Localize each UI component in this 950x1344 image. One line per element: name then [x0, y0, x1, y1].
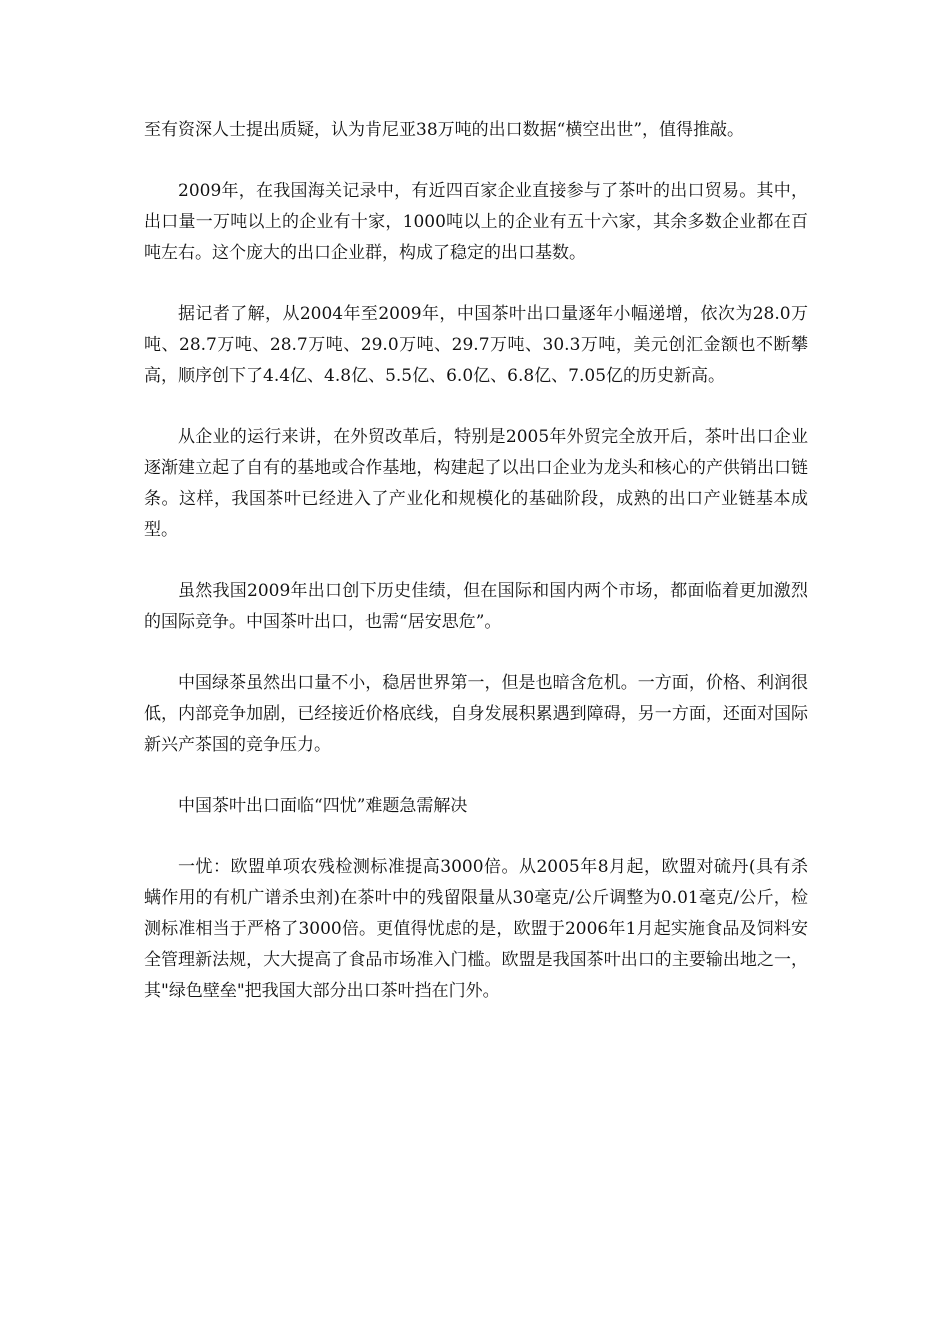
- paragraph-5: 虽然我国2009年出口创下历史佳绩，但在国际和国内两个市场，都面临着更加激烈的国际竞争。中国茶叶出口，也需“居安思危”。: [144, 581, 808, 632]
- document-body: [144, 115, 808, 1037]
- paragraph-8: 一忧：欧盟单项农残检测标准提高3000倍。从2005年8月起，欧盟对硫丹(具有杀螨作用的有机广谱杀虫剂)在茶叶中的残留限量从30毫克/公斤调整为0.01毫克/公斤，检测标准相当于严格了3000倍。更值得忧虑的是，欧盟于2006年1月起实施食品及饲料安全管理新法规，大大提高了食品市场准入门槛。欧盟是我国茶叶出口的主要输出地之一，其"绿色壁垒"把我国大部分出口茶叶挡在门外。: [144, 857, 808, 1001]
- paragraph-3: 据记者了解，从2004年至2009年，中国茶叶出口量逐年小幅递增，依次为28.0万吨、28.7万吨、28.7万吨、29.0万吨、29.7万吨、30.3万吨，美元创汇金额也不断攀高，顺序创下了4.4亿、4.8亿、5.5亿、6.0亿、6.8亿、7.05亿的历史新高。: [144, 304, 808, 386]
- paragraph-1: 至有资深人士提出质疑，认为肯尼亚38万吨的出口数据“横空出世”，值得推敲。: [144, 120, 745, 140]
- section-heading: 中国茶叶出口面临“四忧”难题急需解决: [178, 796, 468, 816]
- paragraph-6: 中国绿茶虽然出口量不小，稳居世界第一，但是也暗含危机。一方面，价格、利润很低，内部竞争加剧，已经接近价格底线，自身发展积累遇到障碍，另一方面，还面对国际新兴产茶国的竞争压力。: [144, 673, 808, 755]
- paragraph-4: 从企业的运行来讲，在外贸改革后，特别是2005年外贸完全放开后，茶叶出口企业逐渐建立起了自有的基地或合作基地，构建起了以出口企业为龙头和核心的产供销出口链条。这样，我国茶叶已经进入了产业化和规模化的基础阶段，成熟的出口产业链基本成型。: [144, 427, 808, 540]
- paragraph-2: 2009年，在我国海关记录中，有近四百家企业直接参与了茶叶的出口贸易。其中，出口量一万吨以上的企业有十家，1000吨以上的企业有五十六家，其余多数企业都在百吨左右。这个庞大的出口企业群，构成了稳定的出口基数。: [144, 181, 808, 263]
